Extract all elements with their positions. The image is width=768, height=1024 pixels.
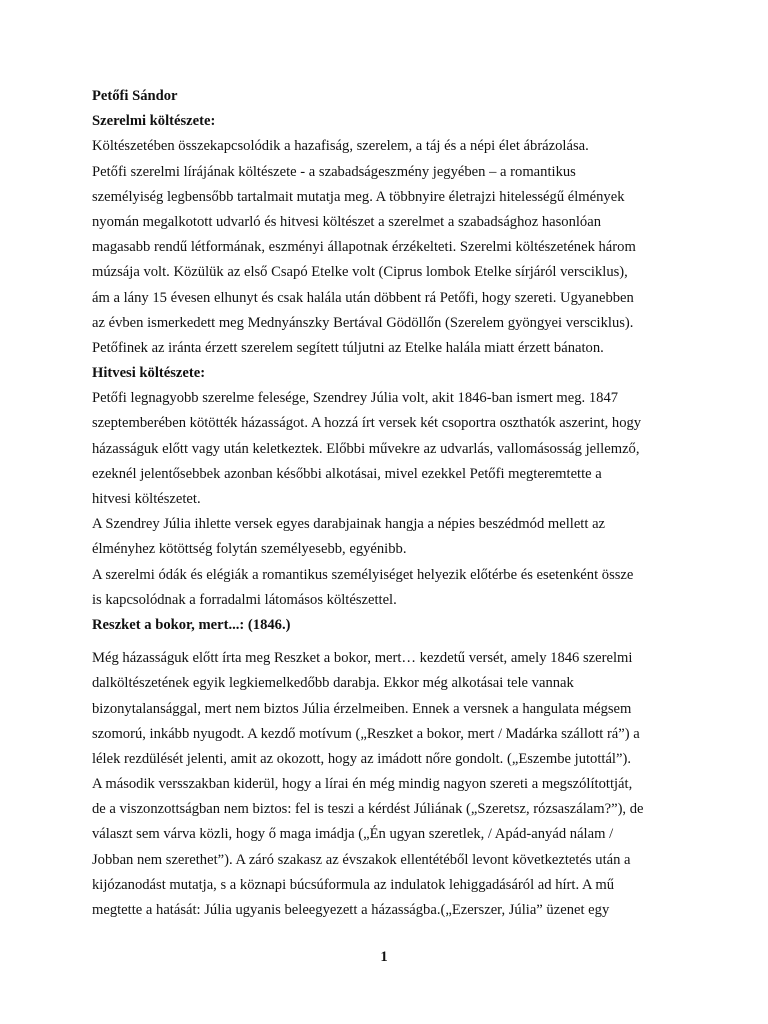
paragraph-line: dalköltészetének egyik legkiemelkedőbb darabja. Ekkor még alkotásai tele vannak bbox=[92, 675, 574, 692]
paragraph-line: de a viszonzottságban nem biztos: fel is teszi a kérdést Júliának („Szeretsz, rózsaszálam?”), de bbox=[92, 801, 644, 818]
paragraph-line: Petőfinek az iránta érzett szerelem segített túljutni az Etelke halála miatt érzett bánaton. bbox=[92, 339, 604, 356]
paragraph-line: választ sem várva közli, hogy ő maga imádja („Én ugyan szeretlek, / Apád-anyád nálam / bbox=[92, 826, 614, 843]
paragraph-line: az évben ismerkedett meg Mednyánszky Bertával Gödöllőn (Szerelem gyöngyei versciklus). bbox=[92, 314, 634, 331]
section-body-marital-poetry bbox=[92, 386, 692, 613]
heading-spacer bbox=[92, 638, 692, 646]
document-page bbox=[92, 84, 692, 923]
section-heading-love-poetry: Szerelmi költészete: bbox=[92, 113, 216, 130]
paragraph-line: bizonytalansággal, mert nem biztos Júlia érzelmeiben. Ennek a versnek a hangulata mégsem bbox=[92, 700, 632, 717]
paragraph-line: múzsája volt. Közülük az első Csapó Etelke volt (Ciprus lombok Etelke sírjáról versciklus), bbox=[92, 264, 628, 281]
paragraph-line: is kapcsolódnak a forradalmi látomásos költészettel. bbox=[92, 591, 397, 608]
paragraph-line: nyomán megalkotott udvarló és hitvesi költészet a szerelmet a szabadsághoz hasonlóan bbox=[92, 213, 601, 230]
paragraph-line: Petőfi legnagyobb szerelme felesége, Szendrey Júlia volt, akit 1846-ban ismert meg. 1847 bbox=[92, 390, 619, 407]
paragraph-line: megtette a hatását: Júlia ugyanis beleegyezett a házasságba.(„Ezerszer, Júlia” üzenet egy bbox=[92, 902, 610, 918]
section-heading-marital-poetry: Hitvesi költészete: bbox=[92, 365, 206, 382]
section-body-love-poetry bbox=[92, 134, 692, 361]
paragraph-line: lélek rezdülését jelenti, amit az okozott, hogy az imádott nőre gondolt. („Eszembe jutottál”). bbox=[92, 750, 631, 767]
paragraph-line: szeptemberében kötötték házasságot. A hozzá írt versek két csoportra oszthatók aszerint, hogy bbox=[92, 415, 642, 432]
paragraph-line: ezeknél jelentősebbek azonban későbbi alkotásai, mivel ezekkel Petőfi megteremtette a bbox=[92, 465, 602, 482]
paragraph-line: Petőfi szerelmi lírájának költészete - a szabadságeszmény jegyében – a romantikus bbox=[92, 163, 576, 180]
paragraph-line: Jobban nem szerethet”). A záró szakasz az évszakok ellentétéből levont következtetés után a bbox=[92, 851, 631, 868]
paragraph-line: Még házasságuk előtt írta meg Reszket a bokor, mert… kezdetű versét, amely 1846 szerelmi bbox=[92, 650, 633, 667]
paragraph-line: élményhez kötöttség folytán személyesebb, egyénibb. bbox=[92, 541, 407, 558]
paragraph-line: kijózanodást mutatja, s a köznapi búcsúformula az indulatok lehiggadásáról ad hírt. A mű bbox=[92, 876, 614, 893]
paragraph-line: személyiség legbensőbb tartalmait mutatja meg. A többnyire életrajzi hitelességű élmények bbox=[92, 188, 625, 205]
author-heading: Petőfi Sándor bbox=[92, 88, 178, 104]
paragraph-line: szomorú, inkább nyugodt. A kezdő motívum („Reszket a bokor, mert / Madárka szállott rá”) a bbox=[92, 725, 640, 742]
paragraph-line: A második versszakban kiderül, hogy a lírai én még mindig nagyon szereti a megszólítottját, bbox=[92, 776, 633, 793]
paragraph-line: magasabb rendű létformának, eszményi állapotnak érzékelteti. Szerelmi költészetének három bbox=[92, 239, 636, 256]
section-body-poem-analysis bbox=[92, 646, 692, 923]
page-number: 1 bbox=[380, 949, 388, 965]
paragraph-line: A Szendrey Júlia ihlette versek egyes darabjainak hangja a népies beszédmód mellett az bbox=[92, 516, 606, 533]
paragraph-line: hitvesi költészetet. bbox=[92, 491, 201, 507]
paragraph-line: ám a lány 15 évesen elhunyt és csak halála után döbbent rá Petőfi, hogy szereti. Ugyanebben bbox=[92, 289, 634, 306]
section-heading-poem-analysis: Reszket a bokor, mert...: (1846.) bbox=[92, 616, 291, 633]
paragraph-line: házasságuk előtt vagy után keletkeztek. Előbbi művekre az udvarlás, vallomásosság jellemző, bbox=[92, 440, 640, 457]
paragraph-line: A szerelmi ódák és elégiák a romantikus személyiséget helyezik előtérbe és esetenként össze bbox=[92, 566, 634, 583]
paragraph-line: Költészetében összekapcsolódik a hazafiság, szerelem, a táj és a népi élet ábrázolása. bbox=[92, 138, 589, 155]
